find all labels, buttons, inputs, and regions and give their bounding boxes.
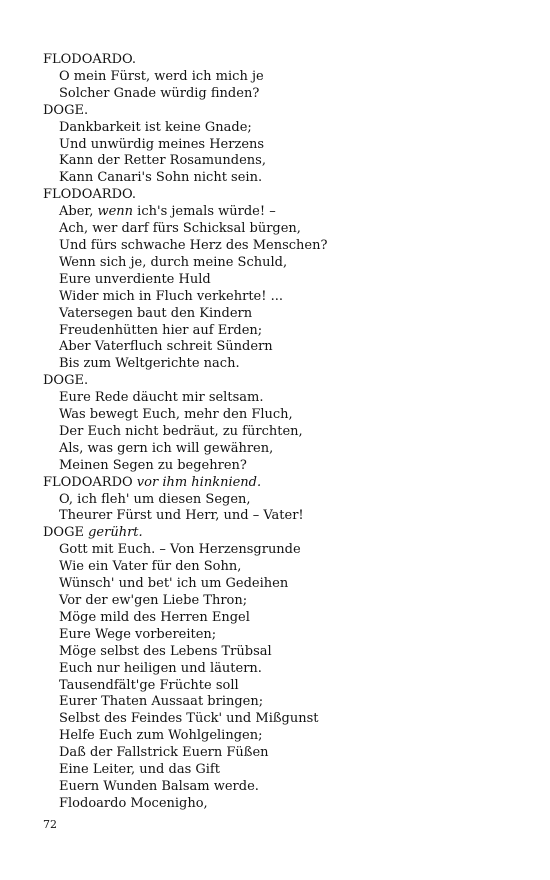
verse-text: Was bewegt Euch, mehr den Fluch, [59,407,293,423]
verse-text: Ach, wer darf fürs Schicksal bürgen, [59,221,301,237]
verse-text: Bis zum Weltgerichte nach. [59,356,240,372]
verse-line [43,204,523,221]
verse-line [43,661,523,678]
verse-line [43,137,523,154]
verse-text: Aber Vaterfluch schreit Sündern [59,339,273,355]
verse-text: Wider mich in Fluch verkehrte! ... [59,288,284,304]
verse-line [43,711,523,728]
verse-text: Euern Wunden Balsam werde. [59,778,259,794]
page-number: 72 [43,818,57,831]
verse-line [43,289,523,306]
speaker-heading [43,103,523,120]
speaker-name: DOGE. [43,102,89,118]
verse-text: Theurer Fürst und Herr, und – Vater! [59,508,304,524]
verse-line [43,424,523,441]
speaker-heading [43,475,523,492]
verse-line [43,542,523,559]
speaker-heading [43,525,523,542]
verse-line [43,255,523,272]
emphasis-text: wenn [97,204,134,220]
verse-line [43,644,523,661]
verse-line [43,762,523,779]
speaker-name: FLODOARDO. [43,187,137,203]
verse-line [43,306,523,323]
speaker-name: DOGE. [43,373,89,389]
verse-line [43,694,523,711]
verse-line [43,745,523,762]
verse-text: Eurer Thaten Aussaat bringen; [59,694,264,710]
verse-line [43,120,523,137]
verse-text: Eure Wege vorbereiten; [59,626,217,642]
verse-text: Kann der Retter Rosamundens, [59,153,266,169]
stage-direction: vor ihm hinkniend. [136,474,262,490]
verse-text: Gott mit Euch. – Von Herzensgrunde [59,542,301,558]
verse-line [43,272,523,289]
verse-line [43,610,523,627]
verse-line [43,390,523,407]
verse-text: Dankbarkeit ist keine Gnade; [59,119,252,135]
verse-text: Wünsch' und bet' ich um Gedeihen [59,576,289,592]
verse-text: Wie ein Vater für den Sohn, [59,559,242,575]
verse-text: Aber, [59,204,98,220]
verse-text: Selbst des Feindes Tück' und Mißgunst [59,711,319,727]
verse-text: Und unwürdig meines Herzens [59,136,265,152]
verse-line [43,356,523,373]
verse-text: Flodoardo Mocenigho, [59,795,208,811]
page-text [43,52,523,813]
verse-text: Möge mild des Herren Engel [59,609,250,625]
speaker-heading [43,52,523,69]
speaker-heading [43,373,523,390]
verse-text: Tausendfält'ge Früchte soll [59,677,239,693]
speaker-name: FLODOARDO [43,474,133,490]
verse-line [43,238,523,255]
verse-line [43,678,523,695]
verse-line [43,86,523,103]
verse-line [43,728,523,745]
verse-text: Eine Leiter, und das Gift [59,762,220,778]
verse-text: Eure unverdiente Huld [59,271,211,287]
verse-text: Wenn sich je, durch meine Schuld, [59,254,288,270]
verse-line [43,339,523,356]
verse-line [43,576,523,593]
verse-text: Helfe Euch zum Wohlgelingen; [59,728,263,744]
verse-line [43,69,523,86]
verse-line [43,508,523,525]
verse-text: Möge selbst des Lebens Trübsal [59,643,272,659]
verse-text: Eure Rede däucht mir seltsam. [59,390,264,406]
verse-text: Vatersegen baut den Kindern [59,305,253,321]
verse-line [43,170,523,187]
verse-text: Vor der ew'gen Liebe Thron; [59,593,248,608]
speaker-name: DOGE [43,525,84,541]
verse-line [43,492,523,509]
verse-text: Solcher Gnade würdig finden? [59,85,260,101]
speaker-heading [43,187,523,204]
verse-text: Daß der Fallstrick Euern Füßen [59,745,269,761]
verse-line [43,593,523,610]
verse-line [43,153,523,170]
verse-text: Als, was gern ich will gewähren, [59,440,274,456]
verse-line [43,559,523,576]
verse-line [43,441,523,458]
verse-text: O mein Fürst, werd ich mich je [59,68,264,84]
verse-text: Und fürs schwache Herz des Menschen? [59,237,328,253]
verse-line [43,221,523,238]
verse-line [43,627,523,644]
verse-line [43,779,523,796]
verse-text: Meinen Segen zu begehren? [59,457,247,473]
verse-text: Der Euch nicht bedräut, zu fürchten, [59,423,303,439]
verse-line [43,458,523,475]
verse-line [43,796,523,813]
verse-text: ich's jemals würde! – [133,204,276,220]
verse-line [43,407,523,424]
verse-text: Freudenhütten hier auf Erden; [59,322,263,338]
verse-text: Euch nur heiligen und läutern. [59,660,262,676]
verse-line [43,323,523,340]
verse-text: O, ich fleh' um diesen Segen, [59,491,251,507]
speaker-name: FLODOARDO. [43,52,137,67]
stage-direction: gerührt. [88,525,143,541]
verse-text: Kann Canari's Sohn nicht sein. [59,170,263,186]
